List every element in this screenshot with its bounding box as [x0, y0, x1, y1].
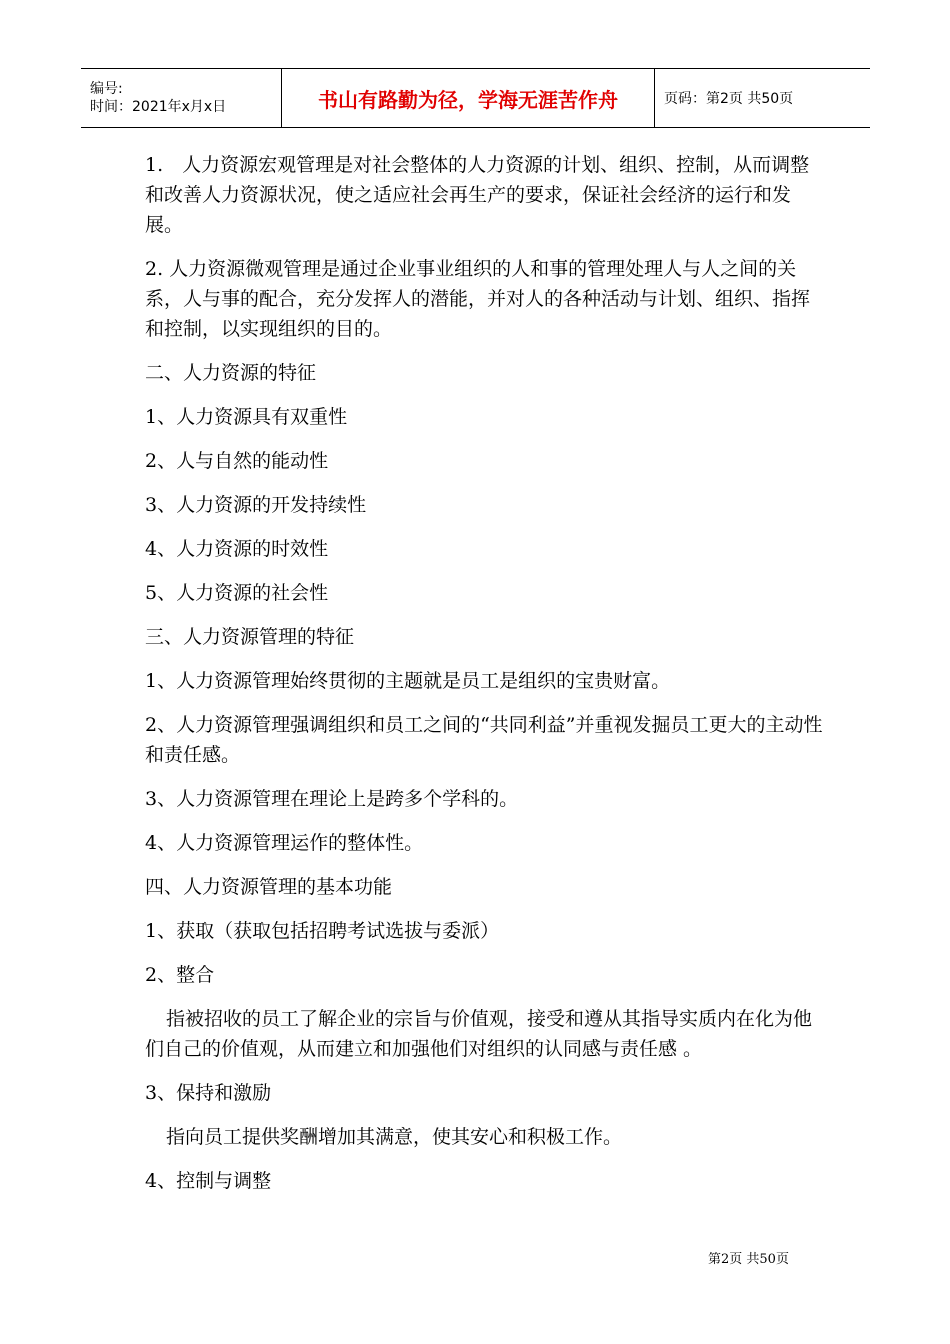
list-item: 3、人力资源的开发持续性 [145, 494, 367, 516]
header-meta [81, 69, 282, 127]
list-item: 1、获取（获取包括招聘考试选拔与委派） [145, 920, 500, 942]
list-item: 2、整合 [145, 964, 215, 986]
header-motto: 书山有路勤为径，学海无涯苦作舟 [282, 69, 655, 127]
list-item: 3、保持和激励 [145, 1082, 272, 1104]
serial-label: 编号: [90, 81, 123, 97]
page-footer-number: 第2页 共50页 [708, 1252, 789, 1267]
list-item: 1、人力资源具有双重性 [145, 406, 348, 428]
body-paragraph: 指被招收的员工了解企业的宗旨与价值观，接受和遵从其指导实质内在化为他们自己的价值观，从而建立和加强他们对组织的认同感与责任感 。 [145, 1008, 813, 1060]
list-item: 2、人与自然的能动性 [145, 450, 329, 472]
document-body [145, 150, 825, 1210]
list-item: 1、人力资源管理始终贯彻的主题就是员工是组织的宝贵财富。 [145, 670, 671, 692]
list-item: 2、人力资源管理强调组织和员工之间的“共同利益”并重视发掘员工更大的主动性和责任感。 [145, 714, 823, 766]
body-paragraph: 指向员工提供奖酬增加其满意，使其安心和积极工作。 [166, 1126, 623, 1148]
list-item: 3、人力资源管理在理论上是跨多个学科的。 [145, 788, 519, 810]
list-item: 4、人力资源管理运作的整体性。 [145, 832, 424, 854]
list-item: 5、人力资源的社会性 [145, 582, 329, 604]
section-heading-4: 四、人力资源管理的基本功能 [145, 876, 393, 898]
paragraph-micro-management: 2. 人力资源微观管理是通过企业事业组织的人和事的管理处理人与人之间的关系，人与事的配合，充分发挥人的潜能，并对人的各种活动与计划、组织、指挥和控制，以实现组织的目的。 [145, 258, 811, 340]
list-item: 4、人力资源的时效性 [145, 538, 329, 560]
paragraph-macro-management: 1. 人力资源宏观管理是对社会整体的人力资源的计划、组织、控制，从而调整和改善人力资源状况，使之适应社会再生产的要求，保证社会经济的运行和发展。 [145, 154, 810, 236]
section-heading-2: 二、人力资源的特征 [145, 362, 317, 384]
header-page-info: 页码：第2页 共50页 [664, 91, 794, 107]
page-header [81, 68, 870, 128]
section-heading-3: 三、人力资源管理的特征 [145, 626, 355, 648]
list-item: 4、控制与调整 [145, 1170, 272, 1192]
time-label: 时间：2021年x月x日 [90, 99, 227, 115]
